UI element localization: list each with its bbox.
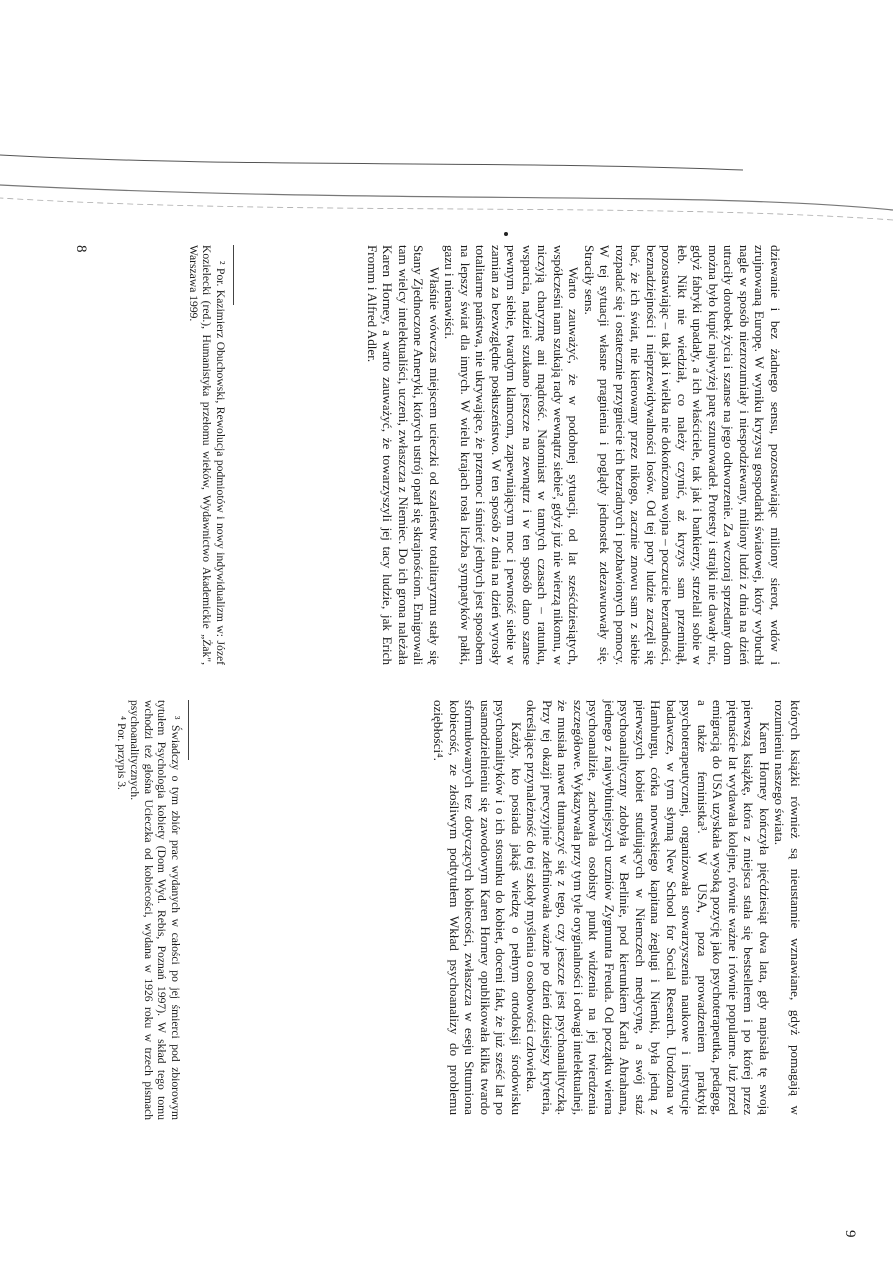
left-paragraph-3: Właśnie wówczas miejscem ucieczki od szaleństw totalitaryzmu stały się Stany Zjednoczone Ameryki, których ustrój oparł się skrajnościom. Emigrowali tam wielcy intelektualiści, uczeni, zwłaszcza z Niemiec. Do ich grona należała Karen Horney, a warto zauważyć, że towarzyszyli jej tacy ludzie, jak Erich Fromm i Alfred Adler.: [365, 245, 442, 665]
right-paragraph-2: Karen Horney kończyła pięćdziesiąt dwa lata, gdy napisała tę swoją pierwszą książkę, która z miejsca stała się bestsellerem i po której przez piętnaście lat wydawała kolejne, równie ważne i równie popularne. Już przed emigracją do USA uzyskała wysoką pozycję jako psychoterapeutka, pedagog, a także feministka³. W USA, poza prowadzeniem praktyki psychoterapeutycznej, organizowała stowarzyszenia naukowe i instytucje badawcze, w tym słynną New School for Social Research. Urodzona w Hamburgu, córka norweskiego kapitana żeglugi i Niemki, była jedną z pierwszych kobiet studiujących w Niemczech medycynę, a swój staż psychoanalityczny zdobyła w Berlinie, pod kierunkiem Karla Abrahama, jednego z najwybitniejszych uczniów Zygmunta Freuda. Od początku wierna psychoanalizie, zachowała osobisty punkt widzenia na jej twierdzenia szczegółowe. Wykazywała przy tym tyle oryginalności i odwagi intelektualnej, że musiała nawet tłumaczyć się z tego, czy jeszcze jest psychoanalityczką. Przy tej okazji precyzyjnie zdefiniowała ważne po dzień dzisiejszy kryteria, określające przynależność do tej szkoły myślenia o osobowości człowieka.: [524, 700, 772, 1115]
page-number-left: 8: [73, 245, 89, 253]
left-page-body: [0, 245, 783, 665]
right-footnotes: [114, 700, 193, 1120]
page-number-right: 9: [842, 1230, 858, 1238]
footnote-3: ³ Świadczy o tym zbiór prac wydanych w całości po jej śmierci pod zbiorowym tytułem Psychologia kobiety (Dom Wyd. Rebis, Poznań 1997). W skład tego tomu wchodzi też głośna Ucieczka od kobiecości, wydana w 1926 roku w trzech pismach psychoanalitycznych.: [128, 700, 182, 1120]
footnote-4: ⁴ Por. przypis 3.: [114, 716, 128, 790]
footnote-2: ² Por. Kazimierz Obuchowski, Rewolucja podmiotów i nowy indywidualizm w: Józef Kozielecki (red.), Humanistyka przełomu wieków, Wydawnictwo Akademickie „Żak", Warszawa 1999.: [186, 245, 227, 665]
left-page: [0, 225, 893, 680]
left-paragraph-2: Warto zauważyć, że w podobnej sytuacji, od lat sześćdziesiątych, współcześni nam szukają rady wewnątrz siebie², gdyż już nie wierzą nikomu, w niczyją charyzmę ani mądrość. Natomiast w tamtych czasach – ratunku, wsparcia, nadziei szukano jeszcze na zewnątrz i w ten sposób dano szanse pewnym siebie, twardym klamcom, zapewniającym moc i pewność siebie w zamian za bezwzględne posłuszeństwo. W ten sposób z dnia na dzień wyrosły totalitarne państwa, nie ukrywające, że przemoc i śmierć jednych jest sposobem na lepszy świat dla innych. W wielu krajach rosła liczba sympatyków pałki, gazu i nienawiści.: [442, 245, 582, 665]
footnote-rule: [233, 245, 234, 305]
right-paragraph-3: Każdy, kto posiada jakąś wiedzę o pełnym ortodoksji środowisku psychoanalityków i o ich stosunku do kobiet, doceni fakt, że już sześć lat po usamodzielnieniu się zawodowym Karen Horney opublikowała kilka twardo sformułowanych tez dotyczących kobiecości, zwłaszcza w eseju Sttumiona kobiecość, ze złośliwym podtytułem Wkład psychoanalizy do problemu oziębłości⁴.: [431, 700, 524, 1115]
right-page: [0, 700, 893, 1170]
page-curl-edge: [0, 150, 893, 230]
right-paragraph-1: których książki również są nieustannie wznawiane, gdyż pomagają w rozumieniu naszego świata.: [772, 700, 803, 1115]
left-paragraph-1: dziewanie i bez żadnego sensu, pozostawiając miliony sierot, wdów i zrujnowaną Europę. W wyniku kryzysu gospodarki światowej, który wybuchł nagle w sposób niezrozumiały i niespodziewany, miliony ludzi z dnia na dzień utraciły dorobek życia i szanse na jego odtworzenie. Za wczoraj sprzedany dom można było kupić najwyżej parę sznurowadeł. Protesty i strajki nie dawały nic, gdyż fabryki upadały, a ich właściciele, tak jak i bankierzy, strzelali sobie w łeb. Nikt nie wiedział, co należy czynić, aż kryzys sam przeminął, pozostawiając – tak jak i wielka nie dokończona wojna – poczucie bezradności, beznadziejności i nieprzewidywalności losów. Od tej pory ludzie zaczęli się bać, że ich świat, nie kierowany przez nikogo, zacznie znowu sam z siebie rozpadać się i ostatecznie przygniecie ich bezradnych i pozbawionych pomocy. W tej sytuacji własne pragnienia i poglądy jednostek zdezawuowały się. Straciły sens.: [582, 245, 783, 665]
footnote-rule: [188, 700, 189, 760]
left-footnotes: [186, 245, 238, 665]
